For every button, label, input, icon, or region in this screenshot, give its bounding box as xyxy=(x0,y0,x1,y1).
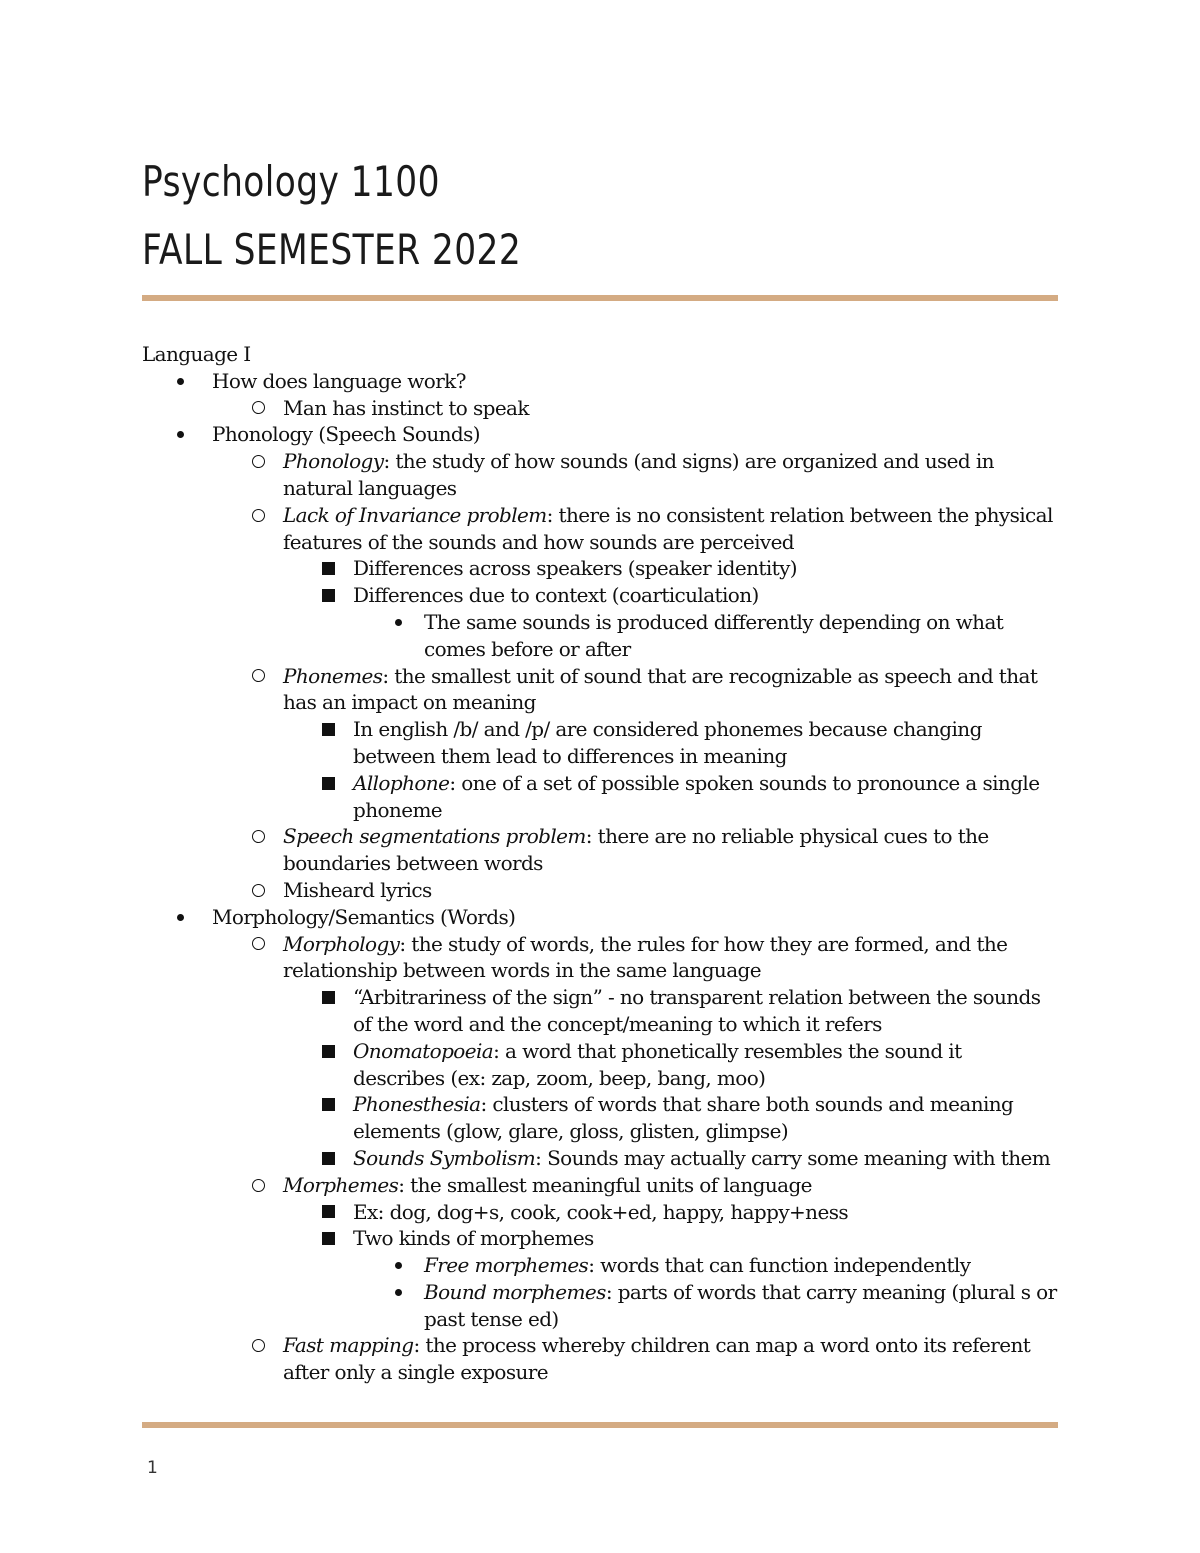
square-bullet-icon xyxy=(318,1145,338,1172)
list-item xyxy=(142,823,1058,877)
outline-list xyxy=(142,368,1058,1386)
defined-term: Bound morphemes xyxy=(424,1279,606,1304)
list-item-text xyxy=(424,609,1058,663)
circle-bullet-icon xyxy=(248,1172,268,1199)
disc-bullet-icon xyxy=(170,904,190,931)
item-description: Man has instinct to speak xyxy=(283,395,529,420)
list-item-text xyxy=(283,395,1058,422)
semester-title: FALL SEMESTER 2022 xyxy=(142,225,522,274)
list-item xyxy=(142,663,1058,717)
item-description: Phonology (Speech Sounds) xyxy=(212,422,480,447)
list-item-text xyxy=(353,1145,1058,1172)
defined-term: Lack of Invariance problem xyxy=(283,502,547,527)
list-item xyxy=(142,609,1058,663)
item-description: Differences due to context (coarticulation) xyxy=(353,583,759,608)
section-title: Language I xyxy=(142,342,251,366)
list-item xyxy=(142,1225,1058,1252)
list-item xyxy=(142,555,1058,582)
defined-term: Onomatopoeia xyxy=(353,1038,494,1063)
item-description: In english /b/ and /p/ are considered phonemes because changing between them lead to differences in meaning xyxy=(353,717,982,768)
list-item-text xyxy=(353,1225,1058,1252)
item-description: : parts of words that carry meaning (plural s or past tense ed) xyxy=(424,1279,1057,1331)
list-item xyxy=(142,770,1058,824)
list-item-text xyxy=(283,1172,1058,1199)
item-description: : a word that phonetically resembles the sound it describes (ex: zap, zoom, beep, bang, moo) xyxy=(353,1038,962,1090)
item-description: Misheard lyrics xyxy=(283,877,432,902)
list-item xyxy=(142,1091,1058,1145)
square-bullet-icon xyxy=(318,770,338,797)
defined-term: Allophone xyxy=(353,770,450,795)
item-description: : Sounds may actually carry some meaning with them xyxy=(535,1145,1051,1170)
list-item-text xyxy=(353,1199,1058,1226)
list-item xyxy=(142,931,1058,985)
item-description: Ex: dog, dog+s, cook, cook+ed, happy, happy+ness xyxy=(353,1199,849,1224)
list-item xyxy=(142,877,1058,904)
list-item xyxy=(142,1279,1058,1333)
circle-bullet-icon xyxy=(248,395,268,422)
list-item-text xyxy=(353,770,1058,824)
list-item-text xyxy=(283,931,1058,985)
list-item-text xyxy=(353,555,1058,582)
item-description: : the process whereby children can map a word onto its referent after only a single exposure xyxy=(283,1333,1031,1385)
item-description: : there is no consistent relation between the physical features of the sounds and how sounds are perceived xyxy=(283,502,1053,554)
defined-term: Phonesthesia xyxy=(353,1092,481,1117)
list-item-text xyxy=(283,823,1058,877)
circle-bullet-icon xyxy=(248,663,268,690)
square-bullet-icon xyxy=(318,582,338,609)
item-description: : the smallest meaningful units of language xyxy=(398,1172,812,1197)
item-description: : the smallest unit of sound that are recognizable as speech and that has an impact on meaning xyxy=(283,663,1038,715)
list-item xyxy=(142,448,1058,502)
defined-term: Sounds Symbolism xyxy=(353,1145,536,1170)
header-divider xyxy=(142,295,1058,301)
square-bullet-icon xyxy=(318,1091,338,1118)
list-item xyxy=(142,421,1058,448)
list-item-text xyxy=(353,984,1058,1038)
list-item-text xyxy=(212,904,1058,931)
list-item xyxy=(142,904,1058,931)
list-item-text xyxy=(212,368,1058,395)
circle-bullet-icon xyxy=(248,823,268,850)
item-description: : the study of words, the rules for how they are formed, and the relationship between words in the same language xyxy=(283,931,1008,983)
list-item-text xyxy=(353,1091,1058,1145)
list-item xyxy=(142,502,1058,556)
footer-divider xyxy=(142,1422,1058,1428)
list-item xyxy=(142,1172,1058,1199)
item-description: Differences across speakers (speaker identity) xyxy=(353,556,797,581)
disc-bullet-icon xyxy=(388,609,408,636)
list-item xyxy=(142,716,1058,770)
item-description: “Arbitrariness of the sign” - no transparent relation between the sounds of the word and the concept/meaning to which it refers xyxy=(353,985,1041,1036)
list-item xyxy=(142,1332,1058,1386)
circle-bullet-icon xyxy=(248,448,268,475)
disc-bullet-icon xyxy=(170,421,190,448)
list-item xyxy=(142,1252,1058,1279)
list-item-text xyxy=(212,421,1058,448)
item-description: : the study of how sounds (and signs) are organized and used in natural languages xyxy=(283,449,994,500)
list-item-text xyxy=(283,502,1058,556)
list-item-text xyxy=(283,877,1058,904)
circle-bullet-icon xyxy=(248,502,268,529)
list-item xyxy=(142,984,1058,1038)
list-item-text xyxy=(353,582,1058,609)
disc-bullet-icon xyxy=(170,368,190,395)
defined-term: Morphemes xyxy=(283,1172,399,1197)
circle-bullet-icon xyxy=(248,877,268,904)
item-description: Two kinds of morphemes xyxy=(353,1226,594,1251)
list-item xyxy=(142,1038,1058,1092)
list-item xyxy=(142,395,1058,422)
circle-bullet-icon xyxy=(248,931,268,958)
list-item-text xyxy=(353,1038,1058,1092)
square-bullet-icon xyxy=(318,984,338,1011)
defined-term: Morphology xyxy=(283,931,400,956)
disc-bullet-icon xyxy=(388,1279,408,1306)
list-item xyxy=(142,582,1058,609)
list-item xyxy=(142,1199,1058,1226)
disc-bullet-icon xyxy=(388,1252,408,1279)
item-description: : words that can function independently xyxy=(588,1253,971,1278)
list-item-text xyxy=(283,1332,1058,1386)
square-bullet-icon xyxy=(318,716,338,743)
defined-term: Phonemes xyxy=(283,663,383,688)
square-bullet-icon xyxy=(318,1225,338,1252)
list-item xyxy=(142,1145,1058,1172)
item-description: The same sounds is produced differently depending on what comes before or after xyxy=(424,609,1004,661)
square-bullet-icon xyxy=(318,555,338,582)
item-description: How does language work? xyxy=(212,368,466,393)
list-item-text xyxy=(283,663,1058,717)
list-item xyxy=(142,368,1058,395)
item-description: : one of a set of possible spoken sounds to pronounce a single phoneme xyxy=(353,770,1040,822)
item-description: Morphology/Semantics (Words) xyxy=(212,904,516,929)
item-description: : clusters of words that share both sounds and meaning elements (glow, glare, gloss, glisten, glimpse) xyxy=(353,1092,1014,1144)
page-number: 1 xyxy=(147,1458,158,1478)
list-item-text xyxy=(353,716,1058,770)
notes-body xyxy=(142,341,1058,1386)
defined-term: Phonology xyxy=(283,449,384,474)
item-description: : there are no reliable physical cues to the boundaries between words xyxy=(283,824,989,876)
square-bullet-icon xyxy=(318,1199,338,1226)
list-item-text xyxy=(424,1279,1058,1333)
course-title: Psychology 1100 xyxy=(142,157,440,206)
list-item-text xyxy=(283,448,1058,502)
document-title xyxy=(142,148,521,284)
defined-term: Fast mapping xyxy=(283,1333,414,1358)
list-item-text xyxy=(424,1252,1058,1279)
defined-term: Speech segmentations problem xyxy=(283,824,586,849)
circle-bullet-icon xyxy=(248,1332,268,1359)
defined-term: Free morphemes xyxy=(424,1253,589,1278)
square-bullet-icon xyxy=(318,1038,338,1065)
